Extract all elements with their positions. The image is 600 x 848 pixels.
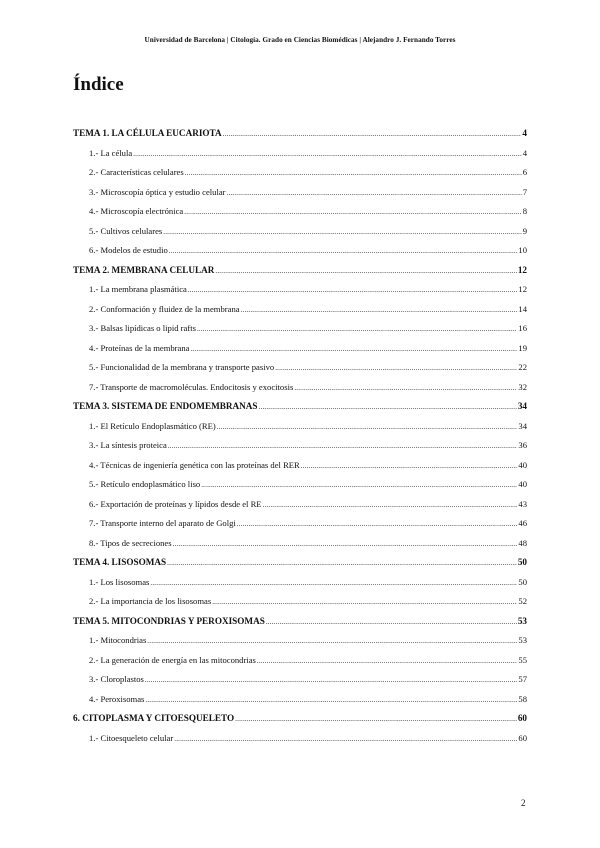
toc-entry-page: 58 bbox=[518, 693, 527, 704]
toc-section-entry[interactable] bbox=[73, 534, 527, 554]
toc-chapter-entry[interactable] bbox=[73, 612, 527, 632]
toc-dot-leader bbox=[190, 340, 517, 359]
toc-dot-leader bbox=[169, 242, 518, 261]
toc-entry-title: 4.- Técnicas de ingeniería genética con las proteínas del RER bbox=[89, 459, 300, 470]
toc-entry-page: 53 bbox=[518, 635, 527, 645]
toc-entry-page: 53 bbox=[517, 615, 527, 626]
toc-dot-leader bbox=[235, 710, 517, 729]
toc-section-entry[interactable] bbox=[73, 475, 527, 495]
toc-section-entry[interactable] bbox=[73, 690, 527, 710]
toc-dot-leader bbox=[217, 418, 518, 437]
toc-entry-title: 5.- Funcionalidad de la membrana y transporte pasivo bbox=[89, 362, 275, 372]
toc-section-entry[interactable] bbox=[73, 319, 527, 339]
toc-entry-page: 43 bbox=[518, 498, 527, 509]
toc-entry-title: TEMA 1. LA CÉLULA EUCARIOTA bbox=[73, 128, 222, 138]
toc-dot-leader bbox=[184, 203, 521, 222]
toc-entry-title: 1.- La membrana plasmática bbox=[89, 284, 187, 294]
toc-section-entry[interactable] bbox=[73, 651, 527, 671]
toc-dot-leader bbox=[263, 496, 518, 515]
toc-section-entry[interactable] bbox=[73, 163, 527, 183]
toc-dot-leader bbox=[301, 457, 518, 476]
toc-entry-page: 4 bbox=[522, 128, 527, 138]
toc-entry-title: TEMA 2. MEMBRANA CELULAR bbox=[73, 264, 215, 275]
toc-entry-page: 60 bbox=[518, 732, 527, 743]
toc-section-entry[interactable] bbox=[73, 300, 527, 320]
toc-section-entry[interactable] bbox=[73, 514, 527, 534]
page-header: Universidad de Barcelona | Citología. Grado en Ciencias Biomédicas | Alejandro J. Fernando Torres bbox=[144, 36, 456, 44]
toc-entry-title: 2.- La importancia de los lisosomas bbox=[89, 596, 212, 606]
toc-entry-title: 4.- Peroxisomas bbox=[89, 693, 145, 704]
toc-section-entry[interactable] bbox=[73, 144, 527, 164]
toc-entry-title: 3.- Balsas lipídicas o lipid rafts bbox=[89, 323, 196, 333]
toc-dot-leader bbox=[163, 223, 521, 242]
toc-dot-leader bbox=[275, 359, 517, 378]
toc-entry-page: 40 bbox=[518, 479, 527, 489]
toc-section-entry[interactable] bbox=[73, 573, 527, 593]
toc-entry-title: TEMA 5. MITOCONDRIAS Y PEROXISOMAS bbox=[73, 615, 265, 626]
toc-section-entry[interactable] bbox=[73, 378, 527, 398]
toc-entry-title: 1.- La célula bbox=[89, 147, 133, 158]
toc-dot-leader bbox=[185, 164, 522, 183]
toc-dot-leader bbox=[257, 652, 518, 671]
toc-entry-title: 1.- Mitocondrias bbox=[89, 635, 147, 645]
toc-chapter-entry[interactable] bbox=[73, 124, 527, 144]
toc-entry-page: 22 bbox=[518, 362, 527, 372]
toc-dot-leader bbox=[167, 554, 517, 573]
toc-entry-page: 34 bbox=[517, 401, 527, 411]
toc-entry-page: 19 bbox=[518, 342, 527, 353]
toc-dot-leader bbox=[215, 262, 516, 281]
toc-dot-leader bbox=[145, 691, 517, 710]
toc-dot-leader bbox=[145, 671, 518, 690]
page-number: 2 bbox=[521, 798, 526, 808]
toc-chapter-entry[interactable] bbox=[73, 261, 527, 281]
toc-dot-leader bbox=[174, 730, 517, 749]
toc-entry-page: 57 bbox=[518, 674, 527, 684]
toc-entry-title: TEMA 3. SISTEMA DE ENDOMEMBRANAS bbox=[73, 401, 258, 411]
toc-entry-title: 7.- Transporte interno del aparato de Golgi bbox=[89, 518, 236, 528]
toc-entry-page: 4 bbox=[522, 147, 527, 158]
toc-section-entry[interactable] bbox=[73, 222, 527, 242]
toc-entry-page: 10 bbox=[518, 245, 527, 255]
toc-section-entry[interactable] bbox=[73, 280, 527, 300]
toc-entry-title: 4.- Microscopía electrónica bbox=[89, 206, 184, 216]
toc-entry-page: 50 bbox=[518, 576, 527, 587]
toc-section-entry[interactable] bbox=[73, 358, 527, 378]
toc-entry-title: 5.- Cultivos celulares bbox=[89, 225, 163, 236]
toc-dot-leader bbox=[201, 476, 517, 495]
toc-entry-title: 3.- La síntesis proteica bbox=[89, 440, 167, 450]
toc-dot-leader bbox=[147, 632, 517, 651]
toc-entry-title: 2.- Características celulares bbox=[89, 167, 184, 177]
toc-section-entry[interactable] bbox=[73, 456, 527, 476]
toc-section-entry[interactable] bbox=[73, 339, 527, 359]
toc-entry-title: 1.- El Retículo Endoplasmático (RE) bbox=[89, 420, 216, 431]
toc-entry-page: 46 bbox=[518, 518, 527, 528]
toc-dot-leader bbox=[259, 398, 517, 417]
toc-chapter-entry[interactable] bbox=[73, 397, 527, 417]
toc-entry-page: 14 bbox=[518, 303, 527, 314]
toc-dot-leader bbox=[197, 320, 517, 339]
page-title: Índice bbox=[73, 74, 124, 95]
toc-dot-leader bbox=[188, 281, 518, 300]
toc-entry-title: 1.- Citoesqueleto celular bbox=[89, 732, 174, 743]
toc-entry-page: 50 bbox=[517, 557, 527, 567]
toc-entry-title: 6.- Exportación de proteínas y lípidos desde el RE bbox=[89, 498, 262, 509]
toc-entry-page: 12 bbox=[517, 264, 527, 275]
toc-entry-page: 8 bbox=[522, 206, 527, 216]
toc-entry-page: 9 bbox=[522, 225, 527, 236]
toc-entry-title: 4.- Proteínas de la membrana bbox=[89, 342, 190, 353]
toc-entry-page: 36 bbox=[518, 440, 527, 450]
toc-entry-page: 34 bbox=[518, 420, 527, 431]
toc-entry-page: 55 bbox=[518, 654, 527, 665]
toc-dot-leader bbox=[227, 184, 522, 203]
toc-section-entry[interactable] bbox=[73, 729, 527, 749]
toc-entry-page: 6 bbox=[522, 167, 527, 177]
toc-section-entry[interactable] bbox=[73, 631, 527, 651]
toc-dot-leader bbox=[294, 379, 517, 398]
toc-dot-leader bbox=[150, 574, 517, 593]
toc-entry-page: 60 bbox=[517, 713, 527, 723]
toc-section-entry[interactable] bbox=[73, 241, 527, 261]
toc-entry-title: 3.- Cloroplastos bbox=[89, 674, 144, 684]
toc-entry-page: 48 bbox=[518, 537, 527, 548]
toc-section-entry[interactable] bbox=[73, 183, 527, 203]
toc-entry-title: 1.- Los lisosomas bbox=[89, 576, 150, 587]
toc-entry-page: 32 bbox=[518, 381, 527, 392]
toc-entry-title: 7.- Transporte de macromoléculas. Endocitosis y exocitosis bbox=[89, 381, 294, 392]
toc-entry-page: 16 bbox=[518, 323, 527, 333]
toc-dot-leader bbox=[133, 145, 522, 164]
toc-entry-title: 6. CITOPLASMA Y CITOESQUELETO bbox=[73, 713, 235, 723]
table-of-contents bbox=[73, 124, 527, 748]
toc-dot-leader bbox=[237, 515, 518, 534]
toc-section-entry[interactable] bbox=[73, 592, 527, 612]
toc-entry-title: TEMA 4. LISOSOMAS bbox=[73, 557, 167, 567]
toc-entry-page: 40 bbox=[518, 459, 527, 470]
toc-dot-leader bbox=[241, 301, 518, 320]
toc-dot-leader bbox=[266, 613, 517, 632]
toc-section-entry[interactable] bbox=[73, 417, 527, 437]
toc-entry-page: 12 bbox=[518, 284, 527, 294]
toc-section-entry[interactable] bbox=[73, 495, 527, 515]
toc-section-entry[interactable] bbox=[73, 202, 527, 222]
toc-entry-title: 2.- La generación de energía en las mitocondrias bbox=[89, 654, 256, 665]
toc-dot-leader bbox=[212, 593, 517, 612]
toc-section-entry[interactable] bbox=[73, 670, 527, 690]
toc-entry-title: 5.- Retículo endoplasmático liso bbox=[89, 479, 201, 489]
toc-entry-title: 2.- Conformación y fluidez de la membrana bbox=[89, 303, 240, 314]
toc-entry-title: 3.- Microscopía óptica y estudio celular bbox=[89, 186, 226, 197]
toc-dot-leader bbox=[173, 535, 518, 554]
toc-entry-title: 6.- Modelos de estudio bbox=[89, 245, 168, 255]
toc-entry-page: 7 bbox=[522, 186, 527, 197]
toc-entry-page: 52 bbox=[518, 596, 527, 606]
toc-dot-leader bbox=[223, 125, 522, 144]
toc-chapter-entry[interactable] bbox=[73, 709, 527, 729]
toc-chapter-entry[interactable] bbox=[73, 553, 527, 573]
toc-entry-title: 8.- Tipos de secreciones bbox=[89, 537, 172, 548]
toc-dot-leader bbox=[168, 437, 518, 456]
toc-section-entry[interactable] bbox=[73, 436, 527, 456]
